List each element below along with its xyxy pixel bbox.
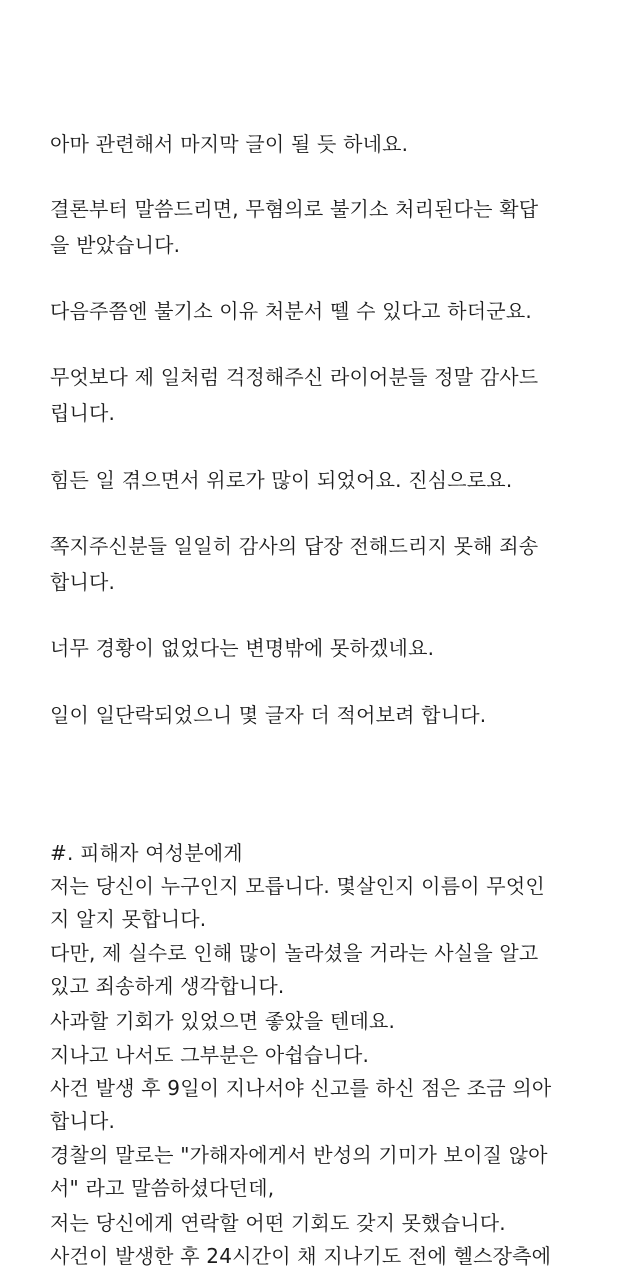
- post-line: 합니다.: [50, 570, 116, 594]
- post-line: 있고 죄송하게 생각합니다.: [50, 974, 285, 998]
- post-line: 너무 경황이 없었다는 변명밖에 못하겠네요.: [50, 636, 435, 660]
- post-line: 쪽지주신분들 일일히 감사의 답장 전해드리지 못해 죄송: [50, 534, 539, 558]
- post-line: 결론부터 말씀드리면, 무혐의로 불기소 처리된다는 확답: [50, 197, 539, 221]
- post-line: 지 알지 못합니다.: [50, 907, 207, 931]
- post-line: 저는 당신에게 연락할 어떤 기회도 갖지 못했습니다.: [50, 1211, 506, 1235]
- post-body: [50, 0, 630, 1280]
- post-line: 지나고 나서도 그부분은 아쉽습니다.: [50, 1043, 370, 1067]
- post-line: 다음주쯤엔 불기소 이유 처분서 뗄 수 있다고 하더군요.: [50, 299, 532, 323]
- post-line: 서" 라고 말씀하셨다던데,: [50, 1176, 275, 1200]
- post-line: 립니다.: [50, 401, 116, 425]
- post-line: 아마 관련해서 마지막 글이 될 듯 하네요.: [50, 132, 409, 156]
- post-line: 사건 발생 후 9일이 지나서야 신고를 하신 점은 조금 의아: [50, 1076, 552, 1100]
- post-line: 사과할 기회가 있었으면 좋았을 텐데요.: [50, 1009, 396, 1033]
- post-line: 을 받았습니다.: [50, 233, 181, 257]
- post-line: 일이 일단락되었으니 몇 글자 더 적어보려 합니다.: [50, 703, 487, 727]
- post-line: 힘든 일 겪으면서 위로가 많이 되었어요. 진심으로요.: [50, 468, 513, 492]
- section-heading: #. 피해자 여성분에게: [50, 841, 243, 865]
- post-line: 합니다.: [50, 1109, 116, 1133]
- post-line: 사건이 발생한 후 24시간이 채 지나기도 전에 헬스장측에: [50, 1244, 552, 1268]
- post-line: 저는 당신이 누구인지 모릅니다. 몇살인지 이름이 무엇인: [50, 874, 545, 898]
- post-line: 다만, 제 실수로 인해 많이 놀라셨을 거라는 사실을 알고: [50, 941, 539, 965]
- post-line: 무엇보다 제 일처럼 걱정해주신 라이어분들 정말 감사드: [50, 365, 539, 389]
- post-line: 경찰의 말로는 "가해자에게서 반성의 기미가 보이질 않아: [50, 1143, 548, 1167]
